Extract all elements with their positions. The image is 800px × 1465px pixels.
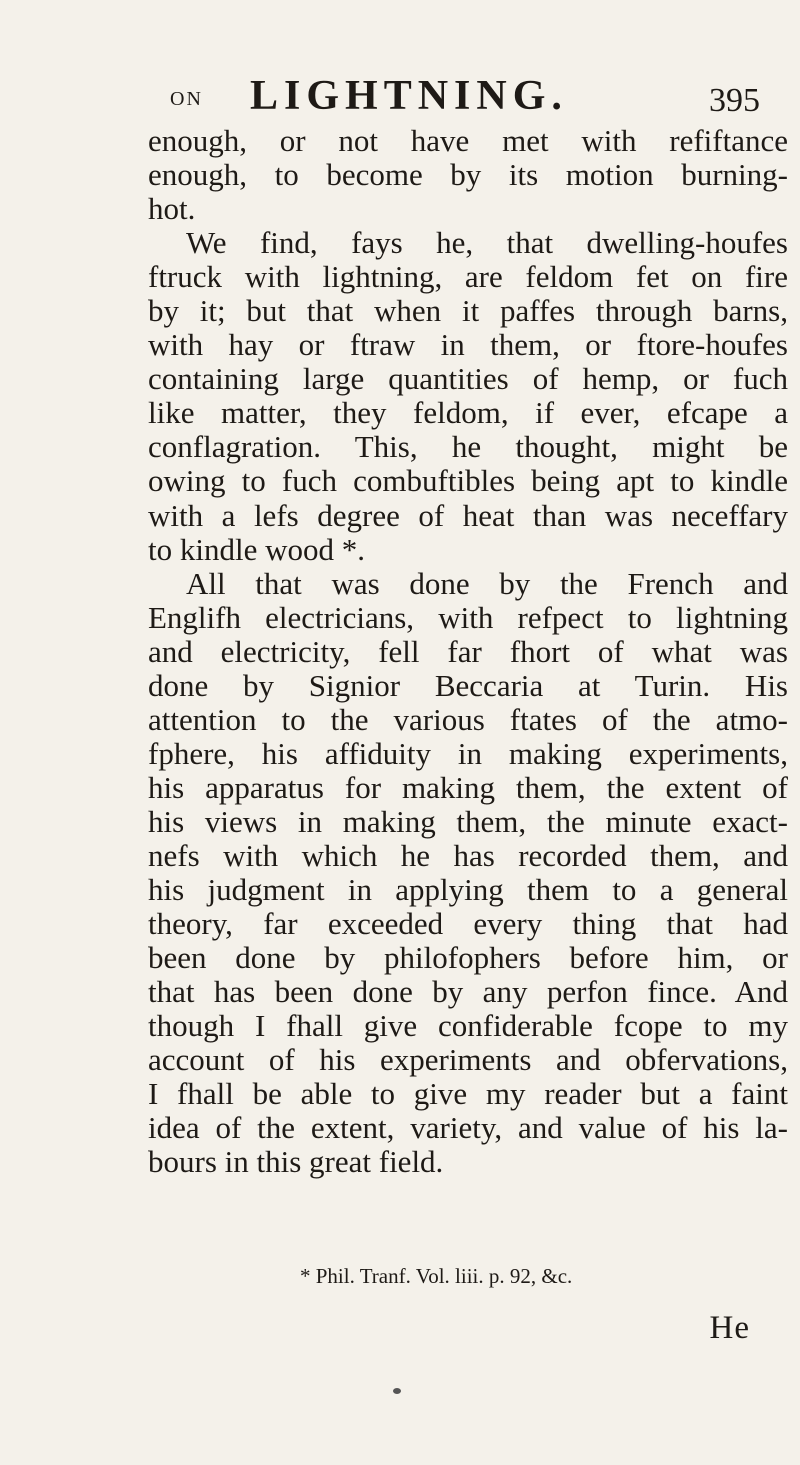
text-line: his views in making them, the minute exact- — [148, 803, 788, 839]
text-line: I fhall be able to give my reader but a faint — [148, 1076, 788, 1112]
text-line: and electricity, fell far fhort of what was — [148, 633, 788, 669]
text-line: We find, fays he, that dwelling-houfes — [186, 225, 788, 261]
text-line: hot. — [148, 191, 196, 227]
text-line: by it; but that when it paffes through barns, — [148, 293, 788, 329]
catchword: He — [709, 1310, 750, 1346]
text-line: conflagration. This, he thought, might be — [148, 429, 788, 465]
text-line: his judgment in applying them to a general — [148, 872, 788, 908]
text-line: been done by philofophers before him, or — [148, 940, 788, 976]
text-line: account of his experiments and obfervations, — [148, 1042, 788, 1078]
running-head-title: LIGHTNING. — [250, 73, 568, 119]
text-line: fphere, his affiduity in making experiments, — [148, 735, 788, 771]
running-head-prefix: ON — [170, 88, 203, 110]
text-line: his apparatus for making them, the extent of — [148, 769, 788, 805]
text-line: though I fhall give confiderable fcope to my — [148, 1008, 788, 1044]
text-line: All that was done by the French and — [186, 565, 788, 601]
text-line: ftruck with lightning, are feldom fet on fire — [148, 259, 788, 295]
text-line: with a lefs degree of heat than was neceffary — [148, 497, 788, 533]
text-line: nefs with which he has recorded them, and — [148, 837, 788, 873]
text-line: enough, or not have met with refiftance — [148, 123, 788, 158]
text-line: done by Signior Beccaria at Turin. His — [148, 667, 788, 703]
ink-smudge — [393, 1388, 401, 1394]
running-head — [170, 72, 760, 124]
page-number: 395 — [709, 82, 760, 119]
text-line: idea of the extent, variety, and value of his la- — [148, 1110, 788, 1146]
footnote: * Phil. Tranf. Vol. liii. p. 92, &c. — [300, 1264, 573, 1288]
body-text — [148, 124, 788, 1179]
text-line: Englifh electricians, with refpect to lightning — [148, 599, 788, 635]
text-line: theory, far exceeded every thing that had — [148, 906, 788, 942]
text-line: bours in this great field. — [148, 1144, 444, 1180]
text-line: attention to the various ftates of the atmo- — [148, 701, 788, 737]
text-line: owing to fuch combuftibles being apt to kindle — [148, 463, 788, 499]
text-line: containing large quantities of hemp, or fuch — [148, 361, 788, 397]
text-line: with hay or ftraw in them, or ftore-houfes — [148, 327, 788, 363]
text-line: enough, to become by its motion burning- — [148, 157, 788, 193]
text-line: to kindle wood *. — [148, 531, 365, 567]
text-line: like matter, they feldom, if ever, efcape a — [148, 395, 788, 431]
text-line: that has been done by any perfon fince. And — [148, 974, 788, 1010]
